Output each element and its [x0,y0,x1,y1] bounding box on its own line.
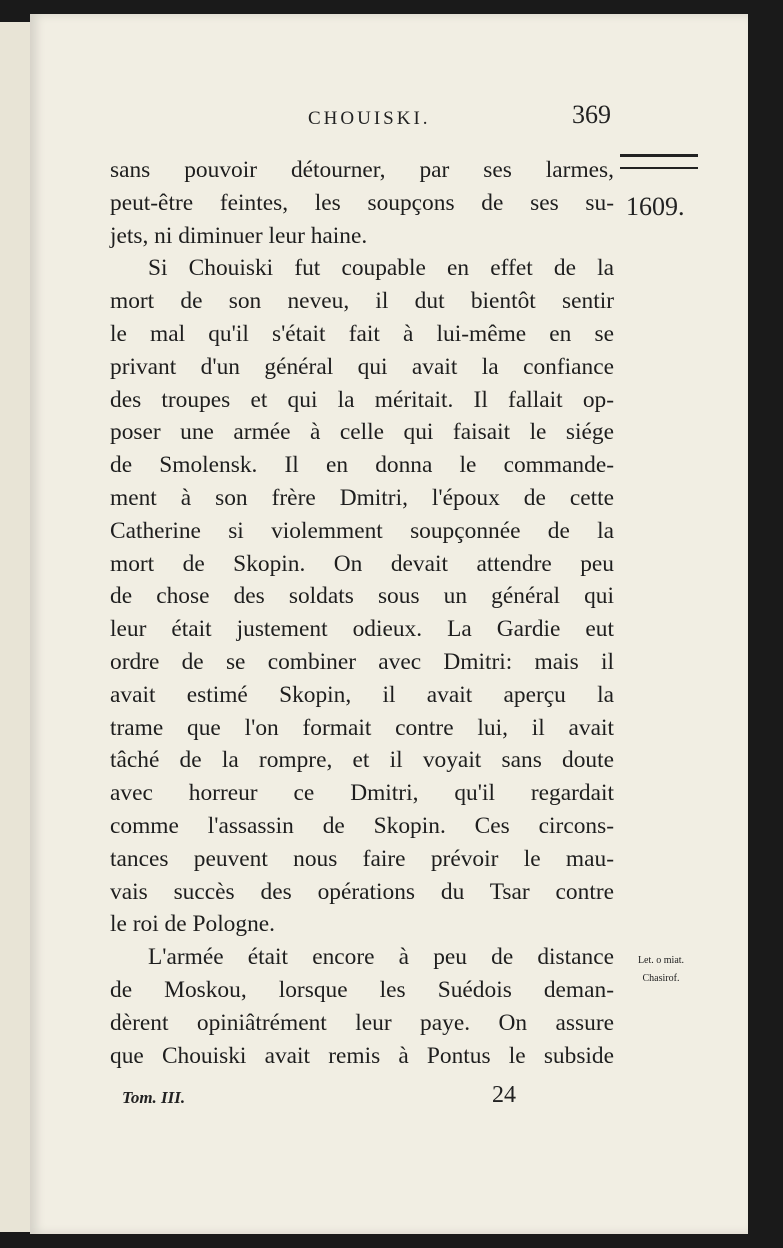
text-line: avait estimé Skopin, il avait aperçu la [110,681,614,708]
text-line: leur était justement odieux. La Gardie eut [110,616,614,643]
page-header [30,100,748,140]
margin-note-line: Chasirof. [642,973,680,984]
text-line: jets, ni diminuer leur haine. [110,222,368,249]
text-line: Catherine si violemment soupçonnée de la [110,517,614,544]
text-line: sans pouvoir détourner, par ses larmes, [110,157,614,183]
text-line: que Chouiski avait remis à Pontus le subside [110,1042,614,1069]
margin-double-rule [620,154,698,169]
text-line: trame que l'on formait contre lui, il avait [110,714,614,741]
text-line: de Smolensk. Il en donna le commande- [110,452,614,479]
page-number: 369 [572,100,611,129]
text-line: le mal qu'il s'était fait à lui-même en se [110,320,614,347]
text-line: des troupes et qui la méritait. Il fallait op- [110,386,614,413]
text-line: vais succès des opérations du Tsar contre [110,878,614,905]
text-line: tâché de la rompre, et il voyait sans doute [110,747,614,774]
text-line: peut-être feintes, les soupçons de ses su- [110,189,614,216]
text-line: comme l'assassin de Skopin. Ces circons- [110,812,614,839]
body-text [110,154,614,1072]
text-line: de Moskou, lorsque les Suédois deman- [110,976,614,1003]
text-line: poser une armée à celle qui faisait le siége [110,419,614,446]
text-line: de chose des soldats sous un général qui [110,583,614,610]
text-line: dèrent opiniâtrément leur paye. On assure [110,1009,614,1036]
margin-note-line: Let. o miat. [637,955,685,966]
margin-reference-note [616,952,706,988]
signature-mark: 24 [492,1082,516,1108]
text-line: mort de son neveu, il dut bientôt sentir [110,288,614,315]
page-footer [30,1082,748,1114]
running-head: CHOUISKI. [308,108,431,129]
text-line: avec horreur ce Dmitri, qu'il regardait [110,780,614,807]
text-line: le roi de Pologne. [110,911,276,938]
text-line: mort de Skopin. On devait attendre peu [110,550,614,577]
book-page [30,14,748,1234]
text-line: ordre de se combiner avec Dmitri: mais il [110,648,614,675]
text-line: ment à son frère Dmitri, l'époux de cette [110,484,614,511]
text-line: L'armée était encore à peu de distance [148,944,614,971]
text-line: privant d'un général qui avait la confiance [110,353,614,380]
text-line: tances peuvent nous faire prévoir le mau- [110,845,614,872]
tome-label: Tom. III. [122,1088,186,1107]
text-line: Si Chouiski fut coupable en effet de la [148,255,614,282]
margin-year: 1609. [626,192,685,221]
